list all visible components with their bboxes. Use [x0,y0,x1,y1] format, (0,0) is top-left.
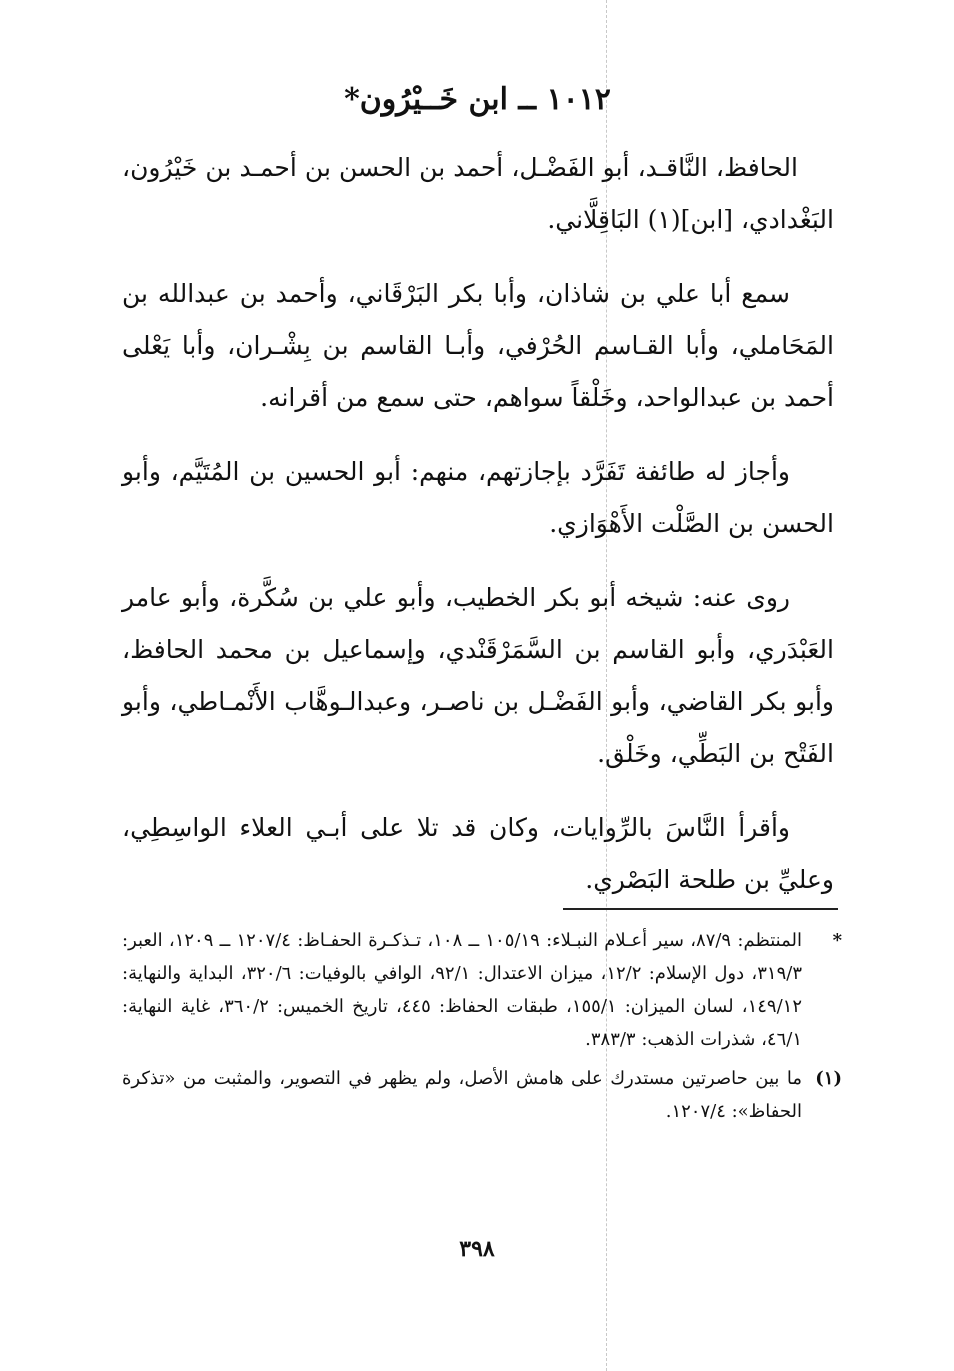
footnote-1 [122,1062,842,1128]
footnote-text: ما بين حاصرتين مستدرك على هامش الأصل، ولم يظهر في التصوير، والمثبت من «تذكرة الحفاظ»: ١٢٠٧/٤. [122,1068,802,1122]
footnote-sources [122,924,842,1056]
footnotes [122,924,842,1134]
biography-body [122,142,834,928]
paragraph-qiraat: وأقرأ النَّاسَ بالرِّوايات، وكان قد تلا على أبـي العلاء الواسِطِي، وعليِّ بن طلحة البَصْري. [122,813,834,894]
paragraph-ijaza: وأجاز له طائفة تَفَرَّد بإجازتهم، منهم: أبو الحسين بن المُتَيَّم، وأبو الحسن بن الصَّلْت الأَهْوَازي. [122,457,834,538]
paragraph-students: روى عنه: شيخه أبو بكر الخطيب، وأبو علي بن سُكَّرة، وأبو عامر العَبْدَري، وأبو القاسم بن السَّمَرْقَنْدي، وإسماعيل بن محمد الحافظ، وأبو بكر القاضي، وأبو الفَضْـل بن ناصـر، وعبدالـوهَّاب الأَنْمـاطي، وأبو الفَتْح بن البَطِّي، وخَلْق. [122,583,834,768]
footnote-separator [563,908,838,910]
entry-title: ١٠١٢ ــ ابن خَــيْرُون* [344,82,611,117]
footnote-marker: * [832,930,842,951]
footnote-marker: (١) [815,1068,842,1089]
page-number: ٣٩٨ [459,1236,495,1262]
paragraph-teachers: سمع أبا علي بن شاذان، وأبا بكر البَرْقَاني، وأحمد بن عبدالله بن المَحَاملي، وأبا القـاسم الحُرْفي، وأبـا القاسم بن بِشْـران، وأبا يَعْلى أحمد بن عبدالواحد، وخَلْقاً سواهم، حتى سمع من أقرانه. [122,279,834,412]
footnote-text: المنتظم: ٨٧/٩، سير أعـلام النبـلاء: ١٠٥/١٩ ــ ١٠٨، تـذكـرة الحفـاظ: ١٢٠٧/٤ ــ ١٢٠٩، العبر: ٣١٩/٣، دول الإسلام: ١٢/٢، ميزان الاعتدال: ٩٢/١، الوافي بالوفيات: ٣٢٠/٦، البداية والنهاية: ١٤٩/١٢، لسان الميزان: ١٥٥/١، طبقات الحفاظ: ٤٤٥، تاريخ الخميس: ٣٦٠/٢، غاية النهاية: ٤٦/١، شذرات الذهب: ٣٨٣/٣. [122,930,802,1050]
paragraph-name-lineage: الحافظ، النَّاقـد، أبو الفَضْـل، أحمد بن الحسن بن أحمـد بن خَيْرُون، البَغْدادي، [ابن](١) البَاقِلَّاني. [122,153,834,234]
